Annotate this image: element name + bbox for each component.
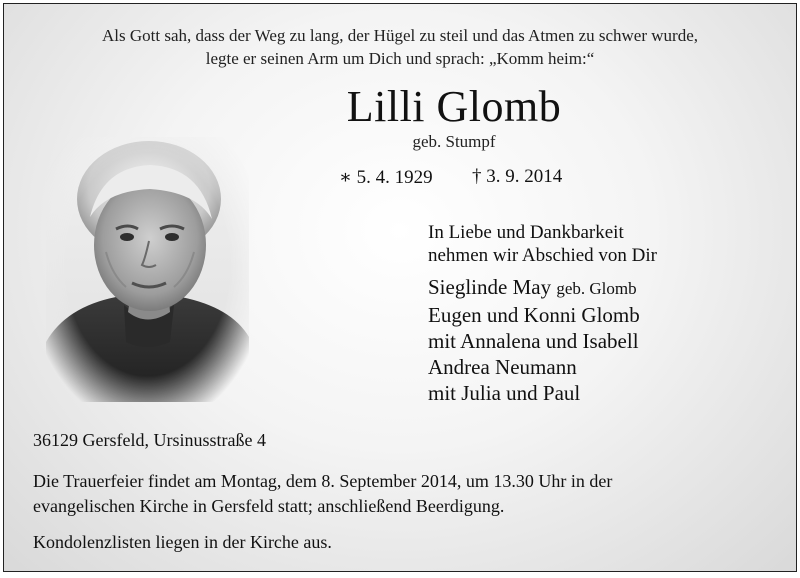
condolence-notice: Kondolenzlisten liegen in der Kirche aus. [33,532,332,552]
birth-name: geb. Stumpf [412,132,496,151]
farewell-line-1: In Liebe und Dankbarkeit [428,222,624,243]
deceased-name: Lilli Glomb [346,82,562,131]
memorial-quote [4,24,796,70]
ceremony-line-2: evangelischen Kirche in Gersfeld statt; anschließend Beerdigung. [33,496,505,516]
mourner-1 [428,274,640,302]
farewell-line-2: nehmen wir Abschied von Dir [428,245,658,266]
mourner-2: Eugen und Konni Glomb [428,303,640,327]
ceremony-line-1: Die Trauerfeier findet am Montag, dem 8. September 2014, um 13.30 Uhr in der [33,471,613,491]
mourners-list [428,274,640,406]
mourner-5: mit Julia und Paul [428,381,581,405]
quote-line-1: Als Gott sah, dass der Weg zu lang, der Hügel zu steil und das Atmen zu schwer wurde, [101,26,698,45]
obituary-card [3,3,797,572]
quote-line-2: legte er seinen Arm um Dich und sprach: „Komm heim:“ [205,49,595,68]
mourner-1-name: Sieglinde May [428,275,552,299]
ceremony-notice [33,469,612,519]
address: 36129 Gersfeld, Ursinusstraße 4 [33,430,266,450]
death-date: † 3. 9. 2014 [472,166,563,187]
mourner-3: mit Annalena und Isabell [428,329,639,353]
farewell-text [428,221,657,267]
portrait-illustration [46,137,249,402]
portrait-photo [46,137,249,402]
mourner-1-note: geb. Glomb [556,279,637,298]
birth-date: ∗ 5. 4. 1929 [339,167,433,188]
mourner-4: Andrea Neumann [428,355,577,379]
